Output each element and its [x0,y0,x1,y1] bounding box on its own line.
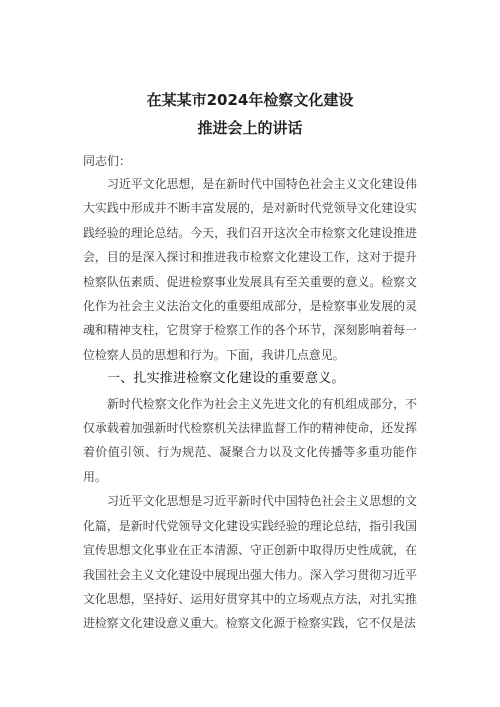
section-1-paragraph-1: 新时代检察文化作为社会主义先进文化的有机组成部分，不仅承载着加强新时代检察机关法律监督工作的精神使命，还发挥着价值引领、行为规范、凝聚合力以及文化传播等多重功能作用。 [83,396,417,484]
section-1-heading: 一、扎实推进检察文化建设的重要意义。 [107,371,345,387]
salutation: 同志们： [83,154,132,168]
document-title-line-1: 在某某市2024年检察文化建设 [146,91,354,109]
intro-paragraph: 习近平文化思想，是在新时代中国特色社会主义文化建设伟大实践中形成并不断丰富发展的，是对新时代党领导文化建设实践经验的理论总结。今天，我们召开这次全市检察文化建设推进会，目的是深入探讨和推进我市检察文化建设工作，这对于提升检察队伍素质、促进检察事业发展具有至关重要的意义。检察文化作为社会主义法治文化的重要组成部分，是检察事业发展的灵魂和精神支柱，它贯穿于检察工作的各个环节，深刻影响着每一位检察人员的思想和行为。下面，我讲几点意见。 [83,177,417,362]
section-1-paragraph-2: 习近平文化思想是习近平新时代中国特色社会主义思想的文化篇，是新时代党领导文化建设实践经验的理论总结，指引我国宣传思想文化事业在正本清源、守正创新中取得历史性成就，在我国社会主义文化建设中展现出强大伟力。深入学习贯彻习近平文化思想，坚持好、运用好贯穿其中的立场观点方法，对扎实推进检察文化建设意义重大。检察文化源于检察实践，它不仅是法 [83,494,417,631]
document-title-line-2: 推进会上的讲话 [197,119,303,137]
document-body [83,172,417,636]
